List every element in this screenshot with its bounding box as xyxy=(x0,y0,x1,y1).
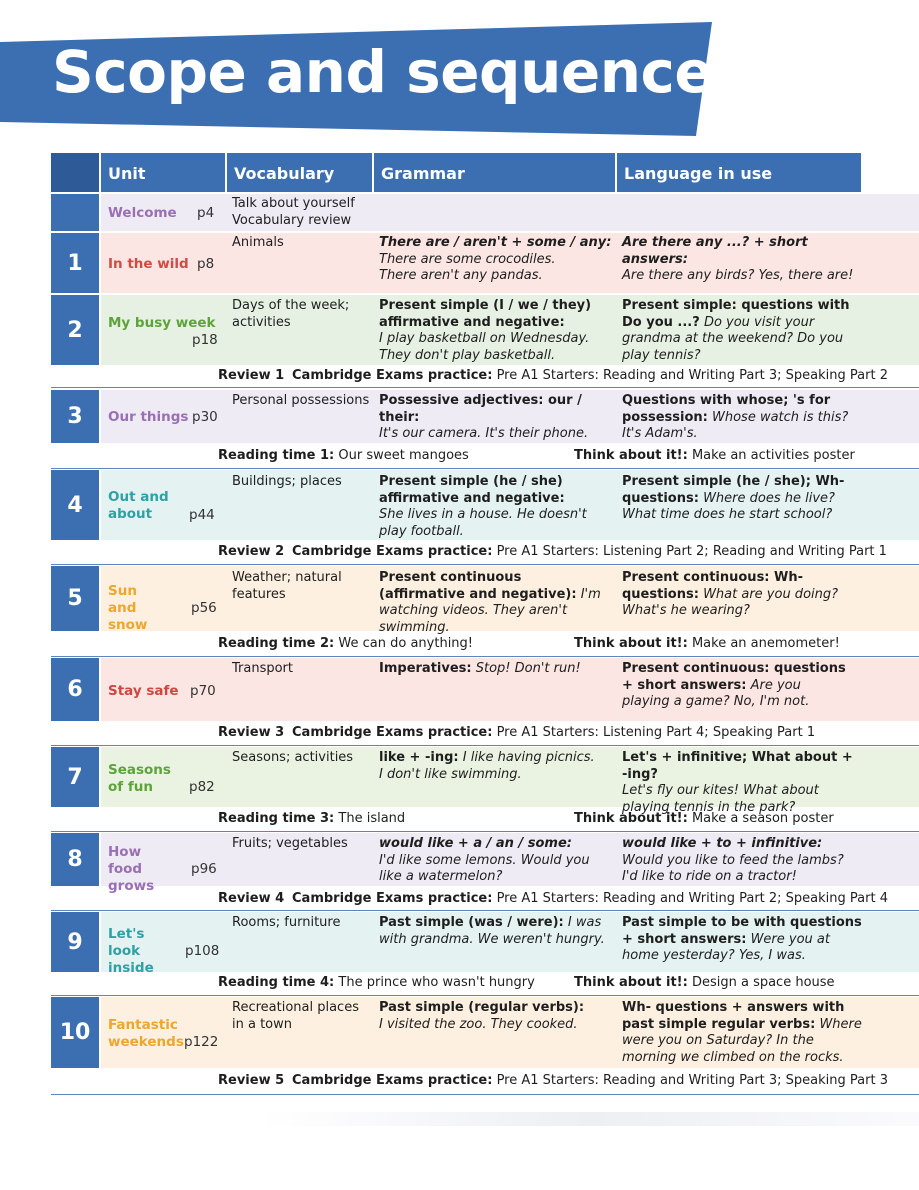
reading-row-2 xyxy=(51,633,919,655)
think-text: Make a season poster xyxy=(691,811,834,826)
language-example: Where were you on Saturday? In the morning we climbed on the rocks. xyxy=(622,1016,862,1065)
grammar-example: It's our camera. It's their phone. xyxy=(379,426,589,441)
exams-text: Pre A1 Starters: Reading and Writing Part 3; Speaking Part 3 xyxy=(496,1073,888,1088)
unit-number: 9 xyxy=(51,912,99,972)
table-header xyxy=(51,153,861,192)
exams-label: Cambridge Exams practice: xyxy=(292,725,493,740)
grammar-heading: Present simple (he / she) affirmative and negative: xyxy=(379,474,565,506)
divider xyxy=(51,745,919,746)
grammar-heading: Possessive adjectives: our / their: xyxy=(379,393,582,425)
vocab-cell: Personal possessions xyxy=(232,393,370,408)
language-example: What are you doing? What's he wearing? xyxy=(622,586,839,618)
exams-text: Pre A1 Starters: Reading and Writing Part 2; Speaking Part 4 xyxy=(496,891,888,906)
reading-label: Reading time 4: xyxy=(218,975,335,990)
exams-text: Pre A1 Starters: Reading and Writing Part 3; Speaking Part 2 xyxy=(496,368,888,383)
grammar-cell xyxy=(379,915,611,948)
review-label: Review 2 xyxy=(218,544,285,559)
unit-number: 1 xyxy=(51,233,99,293)
vocab-cell: Recreational places in a town xyxy=(232,1000,359,1032)
unit-number: 4 xyxy=(51,470,99,540)
grammar-example: Stop! Don't run! xyxy=(475,661,581,676)
think-text: Make an anemometer! xyxy=(691,636,840,651)
divider xyxy=(51,995,919,996)
row-background xyxy=(101,194,919,231)
faded-footer-strip xyxy=(260,1112,919,1126)
divider xyxy=(51,910,919,911)
unit-name: Our things xyxy=(108,409,189,425)
unit-name: Let's look inside xyxy=(108,926,154,976)
language-example: Were you at home yesterday? Yes, I was. xyxy=(622,931,830,963)
grammar-example: She lives in a house. He doesn't play football. xyxy=(379,507,587,539)
title-banner xyxy=(0,0,919,160)
header-number-cell xyxy=(51,153,99,192)
grammar-example: I like having picnics. I don't like swimming. xyxy=(379,750,595,782)
unit-page: p18 xyxy=(192,332,218,348)
divider xyxy=(51,656,919,657)
unit-row-9 xyxy=(51,912,919,976)
page-title: Scope and sequence xyxy=(52,38,714,106)
grammar-example: I'm watching videos. They aren't swimming. xyxy=(379,586,601,635)
review-label: Review 1 xyxy=(218,368,285,383)
unit-page: p44 xyxy=(189,507,215,523)
reading-label: Reading time 2: xyxy=(218,636,335,651)
unit-page: p30 xyxy=(192,409,218,425)
unit-row-10 xyxy=(51,997,919,1068)
language-cell xyxy=(622,298,862,364)
language-heading: Present continuous: Wh- questions: xyxy=(622,570,804,602)
grammar-cell xyxy=(379,836,604,886)
grammar-cell xyxy=(379,235,615,285)
language-heading: Present simple: questions with Do you ...? xyxy=(622,298,850,330)
unit-row-1 xyxy=(51,233,919,293)
unit-name: Fantastic weekends xyxy=(108,1017,184,1050)
grammar-heading: Present continuous (affirmative and negative): xyxy=(379,570,577,602)
exams-label: Cambridge Exams practice: xyxy=(292,891,493,906)
unit-row-6 xyxy=(51,658,919,721)
language-example: Are you playing a game? No, I'm not. xyxy=(622,677,810,709)
language-cell xyxy=(622,570,852,620)
think-text: Design a space house xyxy=(691,975,835,990)
grammar-example: I was with grandma. We weren't hungry. xyxy=(379,915,605,947)
unit-page: p4 xyxy=(197,205,215,221)
unit-page: p8 xyxy=(197,256,215,272)
divider xyxy=(51,564,919,565)
grammar-heading: There are / aren't + some / any: xyxy=(379,235,612,250)
unit-number: 2 xyxy=(51,295,99,365)
grammar-heading: like + -ing: xyxy=(379,750,459,765)
grammar-example: I play basketball on Wednesday. They don't play basketball. xyxy=(379,331,590,363)
grammar-example: I'd like some lemons. Would you like a watermelon? xyxy=(379,852,590,884)
review-label: Review 4 xyxy=(218,891,285,906)
grammar-cell xyxy=(379,393,615,443)
header-language: Language in use xyxy=(615,153,861,192)
grammar-heading: Past simple (regular verbs): xyxy=(379,1000,585,1015)
unit-number: 5 xyxy=(51,566,99,631)
language-example: Are there any birds? Yes, there are! xyxy=(622,268,854,283)
unit-number: 8 xyxy=(51,833,99,886)
unit-row-5 xyxy=(51,566,919,635)
grammar-heading: Present simple (I / we / they) affirmative and negative: xyxy=(379,298,592,330)
vocab-cell: Rooms; furniture xyxy=(232,915,341,930)
unit-number: 7 xyxy=(51,747,99,807)
vocab-cell: Fruits; vegetables xyxy=(232,836,348,851)
unit-number: 3 xyxy=(51,390,99,443)
language-heading: Present simple (he / she); Wh- questions: xyxy=(622,474,845,506)
reading-label: Reading time 3: xyxy=(218,811,335,826)
reading-label: Reading time 1: xyxy=(218,448,335,463)
unit-name: Stay safe xyxy=(108,683,179,699)
language-heading: would like + to + infinitive: xyxy=(622,836,823,851)
exams-label: Cambridge Exams practice: xyxy=(292,544,493,559)
unit-name: Seasons of fun xyxy=(108,762,171,795)
grammar-cell xyxy=(379,750,615,783)
grammar-heading: would like + a / an / some: xyxy=(379,836,572,851)
exams-text: Pre A1 Starters: Listening Part 2; Reading and Writing Part 1 xyxy=(496,544,887,559)
language-cell xyxy=(622,474,862,524)
vocab-cell: Animals xyxy=(232,235,284,250)
grammar-heading: Imperatives: xyxy=(379,661,472,676)
review-label: Review 3 xyxy=(218,725,285,740)
unit-page: p96 xyxy=(191,861,217,877)
language-cell xyxy=(622,661,852,711)
grammar-heading: Past simple (was / were): xyxy=(379,915,564,930)
language-heading: Present continuous: questions + short answers: xyxy=(622,661,846,693)
unit-name: How food grows xyxy=(108,844,155,894)
unit-name: Welcome xyxy=(108,205,177,221)
language-cell xyxy=(622,1000,862,1066)
unit-row-8 xyxy=(51,833,919,894)
header-vocabulary: Vocabulary xyxy=(225,153,373,192)
language-heading: Let's + infinitive; What about + -ing? xyxy=(622,750,853,782)
reading-row-3 xyxy=(51,808,919,830)
grammar-cell xyxy=(379,661,615,678)
vocab-cell: Transport xyxy=(232,661,294,676)
unit-name: My busy week xyxy=(108,315,216,331)
grammar-example: I visited the zoo. They cooked. xyxy=(379,1016,578,1032)
language-example: Would you like to feed the lambs? I'd like to ride on a tractor! xyxy=(622,852,844,884)
reading-row-4 xyxy=(51,972,919,994)
exams-label: Cambridge Exams practice: xyxy=(292,1073,493,1088)
unit-row-4 xyxy=(51,470,919,540)
divider xyxy=(51,468,919,469)
language-example: Let's fly our kites! What about playing tennis in the park? xyxy=(622,783,819,815)
unit-row-2 xyxy=(51,295,919,365)
language-cell xyxy=(622,235,862,285)
unit-page: p108 xyxy=(185,943,220,959)
exams-label: Cambridge Exams practice: xyxy=(292,368,493,383)
think-label: Think about it!: xyxy=(574,975,688,990)
language-heading: Wh- questions + answers with past simple regular verbs: xyxy=(622,1000,845,1032)
divider xyxy=(51,831,919,832)
language-example: Whose watch is this? It's Adam's. xyxy=(622,409,849,441)
unit-number: 10 xyxy=(51,997,99,1068)
unit-page: p56 xyxy=(191,600,217,616)
unit-name: In the wild xyxy=(108,256,189,272)
think-text: Make an activities poster xyxy=(691,448,855,463)
header-grammar: Grammar xyxy=(372,153,616,192)
unit-row-welcome xyxy=(51,194,919,231)
reading-text: We can do anything! xyxy=(338,636,474,651)
reading-text: Our sweet mangoes xyxy=(338,448,469,463)
vocab-cell: Weather; natural features xyxy=(232,570,342,602)
review-row-5 xyxy=(51,1070,919,1092)
header-unit: Unit xyxy=(99,153,227,192)
think-label: Think about it!: xyxy=(574,448,688,463)
grammar-cell xyxy=(379,1000,615,1033)
think-label: Think about it!: xyxy=(574,811,688,826)
unit-row-3 xyxy=(51,390,919,443)
grammar-cell xyxy=(379,474,594,540)
exams-text: Pre A1 Starters: Listening Part 4; Speaking Part 1 xyxy=(496,725,816,740)
language-cell xyxy=(622,750,862,816)
think-label: Think about it!: xyxy=(574,636,688,651)
language-example: Do you visit your grandma at the weekend? Do you play tennis? xyxy=(622,314,844,363)
unit-number xyxy=(51,194,99,231)
unit-row-7 xyxy=(51,747,919,815)
vocab-cell: Days of the week; activities xyxy=(232,298,350,330)
divider xyxy=(51,1094,919,1095)
language-cell xyxy=(622,393,854,443)
reading-row-1 xyxy=(51,445,919,467)
review-row-1 xyxy=(51,365,919,387)
language-cell xyxy=(622,836,862,886)
review-row-3 xyxy=(51,722,919,744)
language-heading: Past simple to be with questions + short answers: xyxy=(622,915,862,947)
review-label: Review 5 xyxy=(218,1073,285,1088)
language-heading: Are there any ...? + short answers: xyxy=(622,235,808,267)
grammar-cell xyxy=(379,298,611,364)
language-cell xyxy=(622,915,862,965)
unit-number: 6 xyxy=(51,658,99,721)
unit-page: p70 xyxy=(190,683,216,699)
divider xyxy=(51,387,919,388)
grammar-example: There are some crocodiles. There aren't any pandas. xyxy=(379,251,556,283)
review-row-2 xyxy=(51,541,919,563)
unit-page: p122 xyxy=(184,1034,219,1050)
vocab-cell: Seasons; activities xyxy=(232,750,354,765)
review-row-4 xyxy=(51,888,919,910)
language-example: Where does he live? What time does he start school? xyxy=(622,490,835,522)
vocab-cell: Talk about yourself Vocabulary review xyxy=(232,196,355,228)
grammar-cell xyxy=(379,570,611,636)
vocab-cell: Buildings; places xyxy=(232,474,342,489)
reading-text: The prince who wasn't hungry xyxy=(338,975,535,990)
language-heading: Questions with whose; 's for possession: xyxy=(622,393,831,425)
unit-page: p82 xyxy=(189,779,215,795)
unit-name: Out and about xyxy=(108,489,169,522)
reading-text: The island xyxy=(338,811,406,826)
unit-name: Sun and snow xyxy=(108,583,148,633)
